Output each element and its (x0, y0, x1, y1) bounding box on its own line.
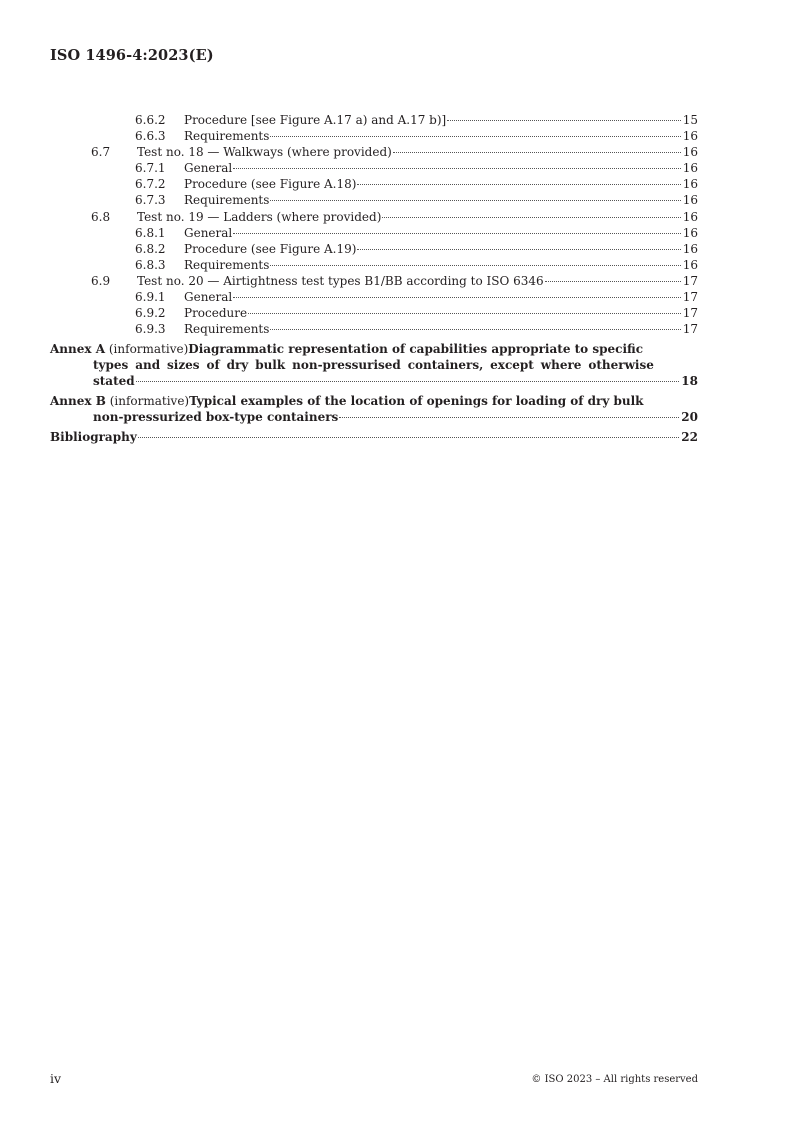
toc-entry-title: General (184, 161, 233, 176)
annex-b-label: Annex B (50, 394, 106, 409)
annex-a-third-line (93, 374, 698, 390)
annex-a-second-line (93, 358, 698, 374)
annex-a-title-word: except (490, 357, 534, 372)
toc-entry[interactable] (50, 257, 698, 273)
toc-entry-title: Test no. 19 — Ladders (where provided) (137, 209, 382, 224)
toc-entry-number: 6.7.2 (135, 177, 166, 192)
toc-entry-page: 16 (682, 145, 698, 160)
toc-entry-page: 16 (682, 225, 698, 240)
footer-copyright: © ISO 2023 – All rights reserved (531, 1074, 698, 1085)
toc-entry-title: Procedure [see Figure A.17 a) and A.17 b)] (184, 113, 447, 127)
toc-entry[interactable] (50, 289, 698, 305)
toc-entry-page: 17 (682, 306, 698, 321)
toc-entry-number: 6.6.3 (135, 129, 166, 144)
toc-entry-page: 17 (682, 322, 698, 337)
annex-a-title-word: containers, (407, 357, 484, 372)
bibliography-page: 22 (681, 430, 698, 445)
toc-entry-title: Test no. 20 — Airtightness test types B1/BB according to ISO 6346 (137, 273, 544, 288)
toc-entry-title: Procedure (see Figure A.19) (184, 241, 357, 256)
toc-entry-number: 6.9 (91, 273, 111, 288)
toc-entry[interactable] (50, 225, 698, 241)
document-header-id: ISO 1496-4:2023(E) (50, 47, 214, 64)
annex-a-title-word: of (206, 357, 220, 372)
annex-a-title-line2 (93, 358, 654, 374)
toc-entry-page: 15 (682, 113, 698, 127)
toc-entry-number: 6.7.3 (135, 193, 166, 208)
toc-entry-leader-dots (233, 168, 680, 169)
annex-a-title-word: non-pressurised (292, 357, 401, 372)
toc-entry[interactable] (50, 241, 698, 257)
toc-entry-page: 17 (682, 290, 698, 305)
toc-entry-leader-dots (270, 265, 680, 266)
toc-entry-leader-dots (357, 249, 680, 250)
toc-entry-title: Procedure (see Figure A.18) (184, 177, 357, 192)
toc-entry-number: 6.6.2 (135, 113, 166, 127)
annex-b-title-line2: non-pressurized box-type containers (93, 409, 339, 424)
table-of-contents (50, 112, 698, 446)
bibliography-leader-dots (138, 437, 680, 438)
toc-entry-leader-dots (357, 184, 680, 185)
toc-entry-number: 6.7 (91, 145, 111, 160)
toc-entry-number: 6.8 (91, 209, 111, 224)
toc-entry-leader-dots (447, 120, 681, 121)
toc-entry[interactable] (50, 321, 698, 337)
toc-entry[interactable] (50, 209, 698, 225)
toc-bibliography[interactable] (50, 430, 698, 446)
annex-b-page: 20 (681, 409, 698, 424)
toc-entry[interactable] (50, 176, 698, 192)
toc-entry-number: 6.9.2 (135, 306, 166, 321)
annex-a-leader-dots (136, 381, 680, 382)
toc-entry-number: 6.9.1 (135, 290, 166, 305)
toc-entry-number: 6.9.3 (135, 322, 166, 337)
toc-entry-page: 16 (682, 129, 698, 144)
annex-b-first-line (50, 394, 644, 410)
toc-entry[interactable] (50, 192, 698, 208)
annex-a-page: 18 (681, 373, 698, 388)
toc-entry-leader-dots (248, 313, 681, 314)
annex-a-title-word: dry (226, 357, 249, 372)
toc-annex-a[interactable] (50, 342, 698, 389)
toc-entry-leader-dots (233, 233, 680, 234)
toc-entry[interactable] (50, 128, 698, 144)
toc-entry-title: Requirements (184, 129, 270, 144)
toc-entry-page: 16 (682, 241, 698, 256)
annex-a-title-word: types (93, 357, 129, 372)
toc-entry[interactable] (50, 112, 698, 128)
toc-entry-title: Procedure (184, 306, 248, 321)
toc-entry-page: 16 (682, 177, 698, 192)
toc-entry-leader-dots (382, 217, 680, 218)
toc-entry-page: 17 (682, 273, 698, 288)
toc-entry-title: Requirements (184, 322, 270, 337)
toc-entry-number: 6.8.3 (135, 257, 166, 272)
toc-annex-b[interactable] (50, 394, 698, 425)
toc-entry-page: 16 (682, 257, 698, 272)
toc-entry-page: 16 (682, 209, 698, 224)
annex-a-label: Annex A (50, 342, 106, 357)
toc-entry-leader-dots (270, 329, 680, 330)
toc-entry[interactable] (50, 160, 698, 176)
toc-entry[interactable] (50, 305, 698, 321)
toc-entry[interactable] (50, 144, 698, 160)
toc-entry-title: Requirements (184, 257, 270, 272)
annex-b-leader-dots (339, 417, 679, 418)
toc-entry-page: 16 (682, 161, 698, 176)
annex-a-type: (informative) (108, 342, 189, 357)
annex-b-type: (informative) (109, 394, 190, 409)
toc-entry-title: Requirements (184, 193, 270, 208)
annex-a-title-line2-words (93, 358, 654, 374)
toc-entry-number: 6.8.2 (135, 241, 166, 256)
toc-entry-page: 16 (682, 193, 698, 208)
toc-entry-leader-dots (270, 200, 680, 201)
annex-a-title-word: and (135, 357, 161, 372)
annex-a-title-word: where (540, 357, 582, 372)
toc-entry-leader-dots (545, 281, 681, 282)
toc-entry-leader-dots (233, 297, 680, 298)
annex-a-title-line3: stated (93, 373, 135, 388)
footer-page-number: iv (50, 1071, 62, 1086)
toc-entry[interactable] (50, 273, 698, 289)
bibliography-title: Bibliography (50, 430, 137, 445)
annex-a-title-word: otherwise (588, 357, 654, 372)
annex-b-second-line (93, 410, 698, 426)
toc-entries (50, 112, 698, 337)
annex-a-title-word: bulk (255, 357, 286, 372)
annex-a-title-line1: Diagrammatic representation of capabilities appropriate to specific (188, 342, 644, 357)
annex-a-title-word: sizes (167, 357, 200, 372)
toc-entry-title: General (184, 290, 233, 305)
toc-entry-number: 6.8.1 (135, 225, 166, 240)
toc-entry-number: 6.7.1 (135, 161, 166, 176)
annex-b-title-line1: Typical examples of the location of openings for loading of dry bulk (189, 394, 644, 409)
toc-entry-leader-dots (270, 136, 680, 137)
toc-entry-title: Test no. 18 — Walkways (where provided) (137, 145, 392, 160)
toc-entry-title: General (184, 225, 233, 240)
toc-entry-leader-dots (393, 152, 681, 153)
annex-a-first-line (50, 342, 644, 358)
